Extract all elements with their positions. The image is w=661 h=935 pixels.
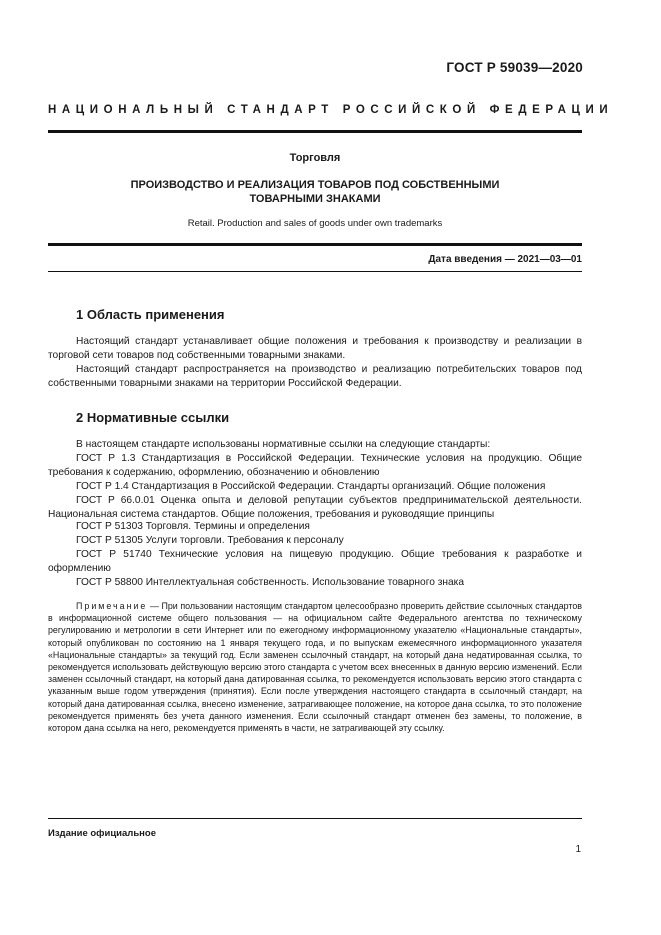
official-edition-label: Издание официальное xyxy=(48,828,156,839)
section-1-paragraph: Настоящий стандарт распространяется на производство и реализацию потребительских товаров под собственными товарными знаками на территории Российской Федерации. xyxy=(48,364,582,389)
reference-item: ГОСТ Р 51305 Услуги торговли. Требования к персоналу xyxy=(76,535,344,546)
standard-main-title: ПРОИЗВОДСТВО И РЕАЛИЗАЦИЯ ТОВАРОВ ПОД СОБСТВЕННЫМИ ТОВАРНЫМИ ЗНАКАМИ xyxy=(130,179,500,205)
footer-rule xyxy=(48,818,582,819)
section-1-heading: 1 Область применения xyxy=(76,307,225,322)
title-rule xyxy=(48,243,582,246)
header-rule xyxy=(48,130,582,133)
document-number: ГОСТ Р 59039—2020 xyxy=(446,60,583,75)
national-standard-title: НАЦИОНАЛЬНЫЙ СТАНДАРТ РОССИЙСКОЙ ФЕДЕРАЦИИ xyxy=(48,104,614,116)
section-2-heading: 2 Нормативные ссылки xyxy=(76,410,230,425)
note-label: Примечание xyxy=(76,601,148,611)
english-title: Retail. Production and sales of goods under own trademarks xyxy=(187,218,443,229)
category-title: Торговля xyxy=(289,152,341,164)
reference-item: ГОСТ Р 1.3 Стандартизация в Российской Федерации. Технические условия на продукцию. Общие требования к содержанию, оформлению, обозначению и обновлению xyxy=(48,453,582,478)
page-number: 1 xyxy=(575,844,581,855)
reference-note xyxy=(48,600,582,734)
date-rule xyxy=(48,271,582,272)
note-text: — При пользовании настоящим стандартом целесообразно проверить действие ссылочных стандартов в информационной системе общего пользования — на официальном сайте Федерального агентства по техническому регулированию и метрологии в сети Интернет или по ежегодному информационному указателю «Национальные стандарты», который опубликован по состоянию на 1 января текущего года, и по выпускам ежемесячного информационного указателя «Национальные стандарты» за текущий год. Если заменен ссылочный стандарт, на который дана недатированная ссылка, то рекомендуется использовать действующую версию этого стандарта с учетом всех внесенных в данную версию изменений. Если заменен ссылочный стандарт, на который дана датированная ссылка, то рекомендуется использовать версию этого стандарта с указанным выше годом утверждения (принятия). Если после утверждения настоящего стандарта в ссылочный стандарт, на который дана датированная ссылка, внесено изменение, затрагивающее положение, на которое дана ссылка, то это положение рекомендуется применять без учета данного изменения. Если ссылочный стандарт отменен без замены, то положение, в котором дана ссылка на него, рекомендуется применять в части, не затрагивающей эту ссылку. xyxy=(48,601,582,734)
reference-item: ГОСТ Р 1.4 Стандартизация в Российской Федерации. Стандарты организаций. Общие положения xyxy=(76,481,546,492)
reference-item: ГОСТ Р 66.0.01 Оценка опыта и деловой репутации субъектов предпринимательской деятельности. Национальная система стандартов. Общие положения, требования и руководящие принципы xyxy=(48,495,582,520)
reference-item: ГОСТ Р 58800 Интеллектуальная собственность. Использование товарного знака xyxy=(76,577,465,588)
introduction-date: Дата введения — 2021—03—01 xyxy=(428,254,582,265)
section-1-paragraph: Настоящий стандарт устанавливает общие положения и требования к производству и реализации в торговой сети товаров под собственными товарными знаками. xyxy=(48,336,582,361)
section-2-intro: В настоящем стандарте использованы нормативные ссылки на следующие стандарты: xyxy=(76,439,491,450)
reference-item: ГОСТ Р 51740 Технические условия на пищевую продукцию. Общие требования к разработке и оформлению xyxy=(48,549,582,574)
reference-item: ГОСТ Р 51303 Торговля. Термины и определения xyxy=(76,521,310,532)
